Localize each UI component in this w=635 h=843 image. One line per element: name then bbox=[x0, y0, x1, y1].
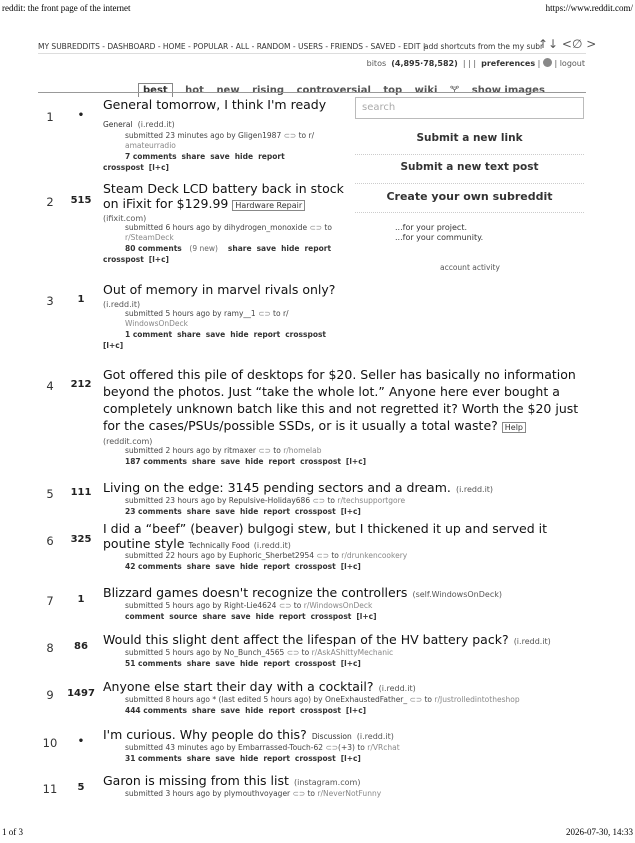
post-rank: 7 bbox=[46, 594, 54, 608]
post-flair: Discussion bbox=[311, 732, 352, 741]
post-score: 5 bbox=[77, 782, 85, 793]
post-score: 86 bbox=[74, 641, 88, 652]
save-button[interactable]: save bbox=[231, 612, 251, 621]
post-body bbox=[103, 282, 335, 351]
comments-link[interactable]: 31 comments bbox=[125, 754, 182, 763]
post-score: 111 bbox=[70, 487, 92, 498]
share-button[interactable]: share bbox=[191, 457, 216, 466]
post-meta: submitted 8 hours ago * (last edited 5 hours ago) by OneExhaustedFather_ ⊂⊃ to r/Justrolledintotheshop bbox=[125, 695, 520, 704]
crosspost-button[interactable]: crosspost bbox=[294, 507, 336, 516]
post-meta: submitted 6 hours ago by dihydrogen_monoxide ⊂⊃ to r/SteamDeck bbox=[125, 223, 332, 242]
post-title[interactable]: Blizzard games doesn't recognize the controllers bbox=[103, 585, 408, 600]
share-button[interactable]: share bbox=[227, 244, 252, 253]
post-domain[interactable]: (i.redd.it) bbox=[253, 541, 291, 550]
post-meta: submitted 5 hours ago by ramy__1 ⊂⊃ to r/ WindowsOnDeck bbox=[125, 309, 289, 328]
crosspost-button[interactable]: crosspost bbox=[294, 754, 336, 763]
post-buttons-2 bbox=[103, 254, 344, 265]
post-body bbox=[103, 629, 593, 669]
post-meta: submitted 3 hours ago by plymouthvoyager ⊂⊃ to r/NeverNotFunny bbox=[125, 789, 382, 798]
post-score: • bbox=[77, 736, 85, 747]
tab-divider bbox=[38, 92, 586, 93]
tab-top[interactable]: top bbox=[383, 85, 403, 96]
preferences-link[interactable]: preferences bbox=[481, 59, 536, 68]
post-rank: 3 bbox=[46, 294, 54, 308]
save-button[interactable]: save bbox=[205, 330, 226, 339]
print-datetime: 2026-07-30, 14:33 bbox=[566, 827, 633, 837]
print-title: reddit: the front page of the internet bbox=[2, 3, 131, 13]
tab-best[interactable]: best bbox=[138, 83, 173, 97]
separator: | bbox=[537, 59, 541, 68]
post-meta: submitted 5 hours ago by No_Bunch_4565 ⊂⊃ to r/AskAShittyMechanic bbox=[125, 648, 394, 657]
save-button[interactable]: save bbox=[220, 706, 241, 715]
post-buttons bbox=[125, 705, 603, 716]
post-body bbox=[103, 366, 593, 467]
post-rank: 6 bbox=[46, 534, 54, 548]
post-meta: submitted 43 minutes ago by Embarrassed-Touch-62 ⊂⊃(+3) to r/VRchat bbox=[125, 743, 400, 752]
share-icon: ⊂⊃ bbox=[409, 695, 423, 704]
post-domain[interactable]: (reddit.com) bbox=[103, 437, 153, 446]
post-body bbox=[103, 582, 593, 622]
hide-button[interactable]: hide bbox=[239, 507, 259, 516]
share-icon: ⊂⊃ bbox=[283, 131, 297, 140]
share-button[interactable]: share bbox=[186, 507, 211, 516]
post-rank: 8 bbox=[46, 641, 54, 655]
post-body bbox=[103, 97, 326, 173]
post-buttons bbox=[125, 753, 593, 764]
share-button[interactable]: share bbox=[186, 754, 211, 763]
post-body bbox=[103, 770, 593, 799]
hide-button[interactable]: hide bbox=[239, 562, 259, 571]
print-footer bbox=[2, 827, 633, 839]
share-icon: ⊂⊃ bbox=[258, 446, 271, 455]
post-meta: submitted 23 minutes ago by Gligen1987 ⊂⊃ to r/ amateurradio bbox=[125, 131, 315, 150]
report-button[interactable]: report bbox=[253, 330, 281, 339]
post-rank: 4 bbox=[46, 379, 54, 393]
report-button[interactable]: report bbox=[263, 659, 290, 668]
crosspost-button[interactable]: crosspost bbox=[294, 562, 336, 571]
post-title[interactable]: Out of memory in marvel rivals only? bbox=[103, 282, 336, 297]
post-domain[interactable]: (instagram.com) bbox=[294, 778, 361, 787]
post-body bbox=[103, 724, 593, 764]
submit-text-button[interactable]: Submit a new text post bbox=[355, 161, 584, 184]
post-buttons bbox=[125, 658, 593, 669]
post-body bbox=[103, 521, 593, 572]
post-4 bbox=[38, 366, 598, 472]
post-flair: General bbox=[103, 120, 133, 129]
post-9 bbox=[38, 676, 608, 714]
post-3 bbox=[38, 282, 558, 362]
hide-button[interactable]: hide bbox=[245, 706, 264, 715]
post-6 bbox=[38, 521, 598, 573]
promo-line-2: ...for your community. bbox=[395, 233, 484, 242]
post-body bbox=[103, 181, 344, 265]
post-7 bbox=[38, 582, 598, 620]
post-domain[interactable]: (i.redd.it) bbox=[356, 732, 394, 741]
post-buttons-2 bbox=[103, 340, 335, 351]
lc-link[interactable]: [l+c] bbox=[103, 341, 124, 350]
post-title[interactable]: I did a “beef” (beaver) bulgogi stew, but I thickened it up and served it poutine style Technically Food (i.redd.it) bbox=[103, 521, 548, 551]
sr-tools-icons[interactable]: ↑↓ <∅ > bbox=[538, 37, 597, 51]
comments-link[interactable]: comment bbox=[125, 612, 165, 621]
comments-link[interactable]: 1 comment bbox=[125, 330, 173, 339]
post-domain[interactable]: (i.redd.it) bbox=[378, 684, 416, 693]
gear-icon[interactable] bbox=[543, 58, 552, 67]
promo-line-1: ...for your project. bbox=[395, 223, 468, 232]
filter-icon[interactable]: 🝖 bbox=[449, 85, 460, 96]
report-button[interactable]: report bbox=[268, 457, 296, 466]
post-rank: 2 bbox=[46, 195, 54, 209]
show-images-link[interactable]: show images bbox=[471, 85, 545, 96]
post-title[interactable]: Living on the edge: 3145 pending sectors and a dream. bbox=[103, 480, 451, 495]
share-button[interactable]: share bbox=[186, 562, 211, 571]
lc-link[interactable]: [l+c] bbox=[148, 163, 169, 172]
post-domain[interactable]: (i.redd.it) bbox=[513, 637, 551, 646]
post-score: 1497 bbox=[67, 688, 95, 699]
save-button[interactable]: save bbox=[210, 152, 230, 161]
share-button[interactable]: share bbox=[202, 612, 227, 621]
share-button[interactable]: share bbox=[186, 659, 211, 668]
post-flair: Hardware Repair bbox=[232, 200, 305, 211]
report-button[interactable]: report bbox=[304, 244, 332, 253]
source-button[interactable]: source bbox=[169, 612, 198, 621]
post-score: 212 bbox=[70, 379, 92, 390]
share-icon: ⊂⊃ bbox=[278, 601, 292, 610]
post-score: • bbox=[77, 110, 85, 121]
post-buttons bbox=[125, 151, 326, 162]
post-title[interactable]: Would this slight dent affect the lifespan of the HV battery pack? bbox=[103, 632, 509, 647]
comments-link[interactable]: 23 comments bbox=[125, 507, 182, 516]
lc-link[interactable]: [l+c] bbox=[356, 612, 377, 621]
post-domain[interactable]: (i.redd.it) bbox=[455, 485, 494, 494]
post-11 bbox=[38, 770, 598, 798]
separator: | bbox=[554, 59, 558, 68]
share-icon: ⊂⊃ bbox=[325, 743, 339, 752]
sort-tabs bbox=[138, 78, 554, 99]
crosspost-button[interactable]: crosspost bbox=[310, 612, 352, 621]
post-1 bbox=[38, 97, 558, 173]
post-buttons bbox=[125, 329, 335, 340]
crosspost-button[interactable]: crosspost bbox=[300, 457, 341, 466]
report-button[interactable]: report bbox=[263, 754, 290, 763]
post-domain[interactable]: (self.WindowsOnDeck) bbox=[412, 590, 502, 599]
lc-link[interactable]: [l+c] bbox=[148, 255, 169, 264]
report-button[interactable]: report bbox=[278, 612, 306, 621]
comments-link[interactable]: 42 comments bbox=[125, 562, 182, 571]
share-button[interactable]: share bbox=[191, 706, 216, 715]
post-flair: Technically Food bbox=[188, 541, 250, 550]
lc-link[interactable]: [l+c] bbox=[340, 562, 361, 571]
post-buttons bbox=[125, 506, 593, 517]
comments-link[interactable]: 187 comments bbox=[125, 457, 187, 466]
post-title[interactable]: Garon is missing from this list bbox=[103, 773, 289, 788]
post-title[interactable]: Anyone else start their day with a cocktail? bbox=[103, 679, 374, 694]
post-rank: 5 bbox=[46, 487, 54, 501]
save-button[interactable]: save bbox=[215, 507, 235, 516]
save-button[interactable]: save bbox=[256, 244, 277, 253]
post-rank: 1 bbox=[46, 110, 54, 124]
lc-link[interactable]: [l+c] bbox=[340, 754, 361, 763]
share-icon: ⊂⊃ bbox=[286, 648, 300, 657]
post-rank: 10 bbox=[42, 736, 58, 750]
post-score: 325 bbox=[70, 534, 92, 545]
share-icon: ⊂⊃ bbox=[292, 789, 306, 798]
post-domain[interactable]: (ifixit.com) bbox=[103, 214, 147, 223]
logout-link[interactable]: logout bbox=[559, 59, 585, 68]
post-meta: submitted 22 hours ago by Euphoric_Sherbet2954 ⊂⊃ to r/drunkencookery bbox=[125, 551, 408, 560]
hide-button[interactable]: hide bbox=[245, 457, 264, 466]
post-meta: submitted 23 hours ago by Repulsive-Holiday686 ⊂⊃ to r/techsupportgore bbox=[125, 496, 406, 505]
hide-button[interactable]: hide bbox=[255, 612, 274, 621]
post-rank: 9 bbox=[46, 688, 54, 702]
print-url: https://www.reddit.com/ bbox=[545, 3, 633, 13]
search-input[interactable]: search bbox=[355, 97, 584, 119]
save-button[interactable]: save bbox=[220, 457, 241, 466]
share-button[interactable]: share bbox=[181, 152, 206, 161]
post-10 bbox=[38, 724, 598, 762]
post-title[interactable]: Got offered this pile of desktops for $20. Seller has basically no information beyond the photos. Just “take the whole lot.” Anyone here ever bought a completely unknown batch like this and not regretted it? Worth the $20 just for the cases/PSUs/possible SSDs, or is it usually a total waste? Help bbox=[103, 367, 579, 433]
post-rank: 11 bbox=[42, 782, 58, 796]
post-5 bbox=[38, 477, 598, 515]
share-icon: ⊂⊃ bbox=[258, 309, 271, 318]
post-title[interactable]: General tomorrow, I think I'm ready bbox=[103, 97, 327, 112]
post-buttons bbox=[125, 611, 593, 622]
username[interactable]: bitos bbox=[366, 59, 387, 68]
crosspost-button[interactable]: crosspost bbox=[285, 330, 327, 339]
post-meta: submitted 2 hours ago by ritmaxer ⊂⊃ to r/homelab bbox=[125, 446, 322, 455]
submit-link-button[interactable]: Submit a new link bbox=[355, 132, 584, 155]
comments-link[interactable]: 51 comments bbox=[125, 659, 182, 668]
share-icon: ⊂⊃ bbox=[312, 496, 326, 505]
share-icon: ⊂⊃ bbox=[309, 223, 323, 232]
post-buttons bbox=[125, 456, 593, 467]
user-bar bbox=[367, 58, 585, 68]
post-domain[interactable]: (i.redd.it) bbox=[103, 300, 141, 309]
save-button[interactable]: save bbox=[215, 562, 235, 571]
sr-links[interactable]: MY SUBREDDITS - DASHBOARD - HOME - POPULAR - ALL - RANDOM - USERS - FRIENDS - SAVED - EDIT | bbox=[38, 42, 426, 51]
account-activity-link[interactable]: account activity bbox=[440, 263, 500, 272]
post-meta: submitted 5 hours ago by Right-Lie4624 ⊂⊃ to r/WindowsOnDeck bbox=[125, 601, 373, 610]
lc-link[interactable]: [l+c] bbox=[345, 457, 367, 466]
save-button[interactable]: save bbox=[215, 754, 235, 763]
tab-controversial[interactable]: controversial bbox=[296, 85, 371, 96]
post-buttons bbox=[125, 561, 593, 572]
share-icon: ⊂⊃ bbox=[316, 551, 329, 560]
post-domain[interactable]: (i.redd.it) bbox=[137, 120, 175, 129]
hide-button[interactable]: hide bbox=[234, 152, 254, 161]
save-button[interactable]: save bbox=[215, 659, 235, 668]
lc-link[interactable]: [l+c] bbox=[340, 507, 361, 516]
report-button[interactable]: report bbox=[263, 507, 290, 516]
hide-button[interactable]: hide bbox=[239, 659, 259, 668]
subreddit-bar bbox=[38, 40, 586, 54]
print-header bbox=[2, 3, 633, 15]
crosspost-button[interactable]: crosspost bbox=[300, 706, 341, 715]
tab-wiki[interactable]: wiki bbox=[414, 85, 438, 96]
hide-button[interactable]: hide bbox=[281, 244, 300, 253]
post-body bbox=[103, 676, 603, 716]
post-score: 515 bbox=[70, 195, 92, 206]
comments-link[interactable]: 7 comments bbox=[125, 152, 177, 161]
lc-link[interactable]: [l+c] bbox=[340, 659, 361, 668]
post-score: 1 bbox=[77, 294, 85, 305]
crosspost-button[interactable]: crosspost bbox=[103, 255, 144, 264]
post-score: 1 bbox=[77, 594, 85, 605]
crosspost-button[interactable]: crosspost bbox=[103, 163, 144, 172]
post-2 bbox=[38, 181, 558, 277]
report-button[interactable]: report bbox=[258, 152, 285, 161]
post-title[interactable]: I'm curious. Why people do this? bbox=[103, 727, 307, 742]
crosspost-button[interactable]: crosspost bbox=[294, 659, 336, 668]
create-subreddit-button[interactable]: Create your own subreddit bbox=[355, 190, 584, 213]
add-shortcuts-link[interactable]: add shortcuts from the my subr bbox=[424, 42, 544, 51]
report-button[interactable]: report bbox=[268, 706, 296, 715]
tab-rising[interactable]: rising bbox=[252, 85, 285, 96]
report-button[interactable]: report bbox=[263, 562, 290, 571]
post-8 bbox=[38, 629, 598, 667]
tab-new[interactable]: new bbox=[216, 85, 240, 96]
pipes: | | | bbox=[462, 59, 477, 68]
share-button[interactable]: share bbox=[177, 330, 201, 339]
post-body bbox=[103, 477, 593, 517]
lc-link[interactable]: [l+c] bbox=[345, 706, 367, 715]
post-buttons-2 bbox=[103, 162, 326, 173]
hide-button[interactable]: hide bbox=[239, 754, 259, 763]
post-buttons bbox=[125, 243, 344, 254]
comments-link[interactable]: 80 comments (9 new) bbox=[125, 244, 218, 253]
hide-button[interactable]: hide bbox=[230, 330, 249, 339]
print-page: 1 of 3 bbox=[2, 827, 23, 837]
comments-link[interactable]: 444 comments bbox=[125, 706, 187, 715]
karma: (4,895·78,582) bbox=[391, 59, 458, 68]
tab-hot[interactable]: hot bbox=[185, 85, 204, 96]
post-flair: Help bbox=[502, 422, 526, 433]
post-title[interactable]: Steam Deck LCD battery back in stock on iFixit for $129.99 Hardware Repair bbox=[103, 181, 344, 211]
